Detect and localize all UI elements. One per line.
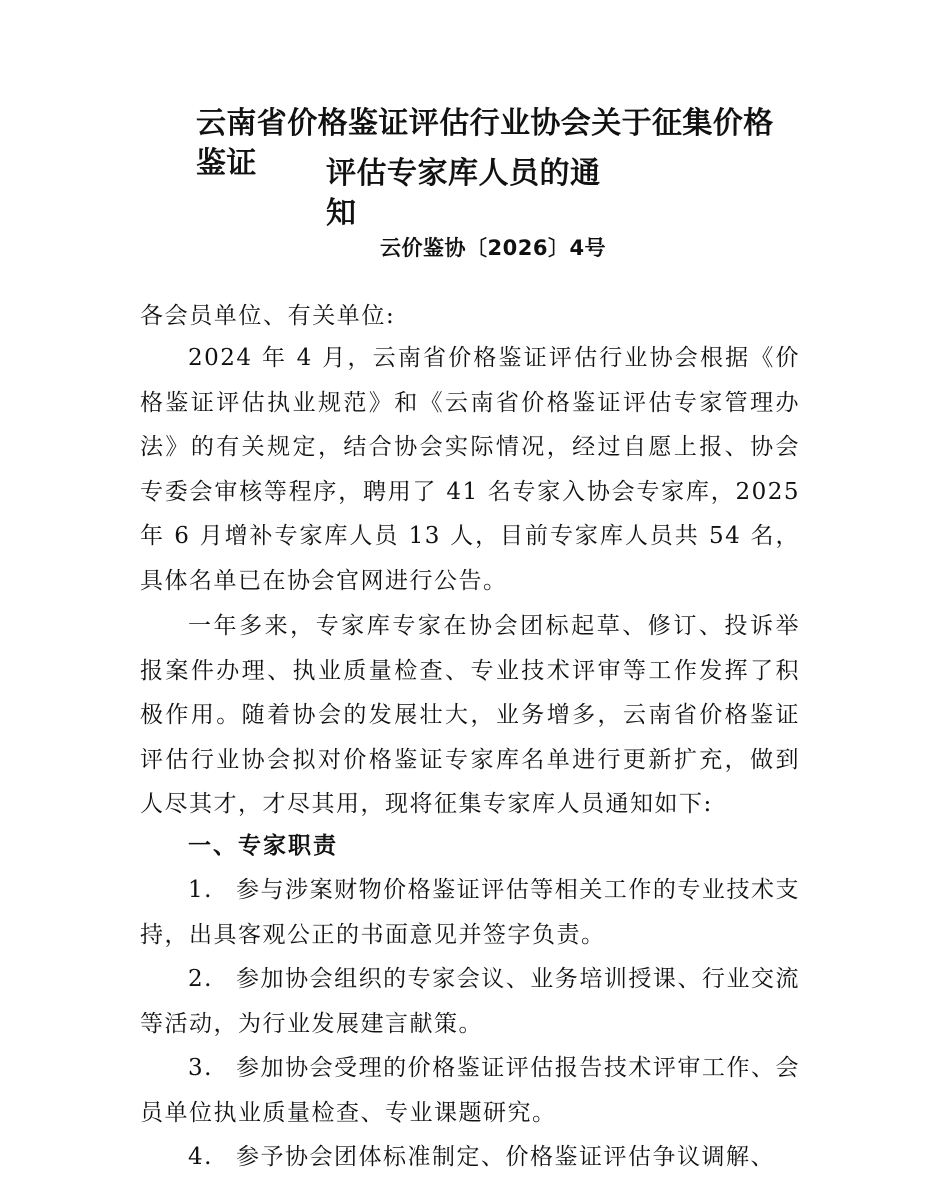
list-item bbox=[140, 1046, 800, 1135]
document-number: 云价鉴协〔2026〕4号 bbox=[380, 236, 607, 260]
list-item-text: 参予协会团体标准制定、价格鉴证评估争议调解、 bbox=[236, 1144, 775, 1170]
paragraph-1: 2024 年 4 月，云南省价格鉴证评估行业协会根据《价格鉴证评估执业规范》和《云南省价格鉴证评估专家管理办法》的有关规定，结合协会实际情况，经过自愿上报、协会专委会审核等程序，聘用了 41 名专家入协会专家库，2025 年 6 月增补专家库人员 13 人，目前专家库人员共 54 名，具体名单已在协会官网进行公告。 bbox=[140, 345, 800, 594]
list-item-text: 参与涉案财物价格鉴证评估等相关工作的专业技术支持，出具客观公正的书面意见并签字负责。 bbox=[140, 877, 800, 948]
paragraph-2: 一年多来，专家库专家在协会团标起草、修订、投诉举报案件办理、执业质量检查、专业技术评审等工作发挥了积极作用。随着协会的发展壮大，业务增多，云南省价格鉴证评估行业协会拟对价格鉴证专家库名单进行更新扩充，做到人尽其才，才尽其用，现将征集专家库人员通知如下: bbox=[140, 613, 800, 818]
list-item-number: 3. bbox=[188, 1055, 213, 1081]
title-line-2: 评估专家库人员的通知 bbox=[326, 156, 601, 231]
salutation: 各会员单位、有关单位: bbox=[140, 303, 396, 329]
list-item bbox=[140, 1135, 800, 1180]
section-1-heading: 一、专家职责 bbox=[188, 833, 338, 859]
list-item-number: 1. bbox=[188, 877, 213, 903]
list-item bbox=[140, 868, 800, 957]
list-item bbox=[140, 957, 800, 1046]
list-item-number: 4. bbox=[188, 1144, 213, 1170]
list-item-text: 参加协会组织的专家会议、业务培训授课、行业交流等活动，为行业发展建言献策。 bbox=[140, 966, 800, 1037]
list-item-number: 2. bbox=[188, 966, 213, 992]
title-line-1: 云南省价格鉴证评估行业协会关于征集价格鉴证 bbox=[196, 106, 774, 181]
list-item-text: 参加协会受理的价格鉴证评估报告技术评审工作、会员单位执业质量检查、专业课题研究。 bbox=[140, 1055, 800, 1126]
